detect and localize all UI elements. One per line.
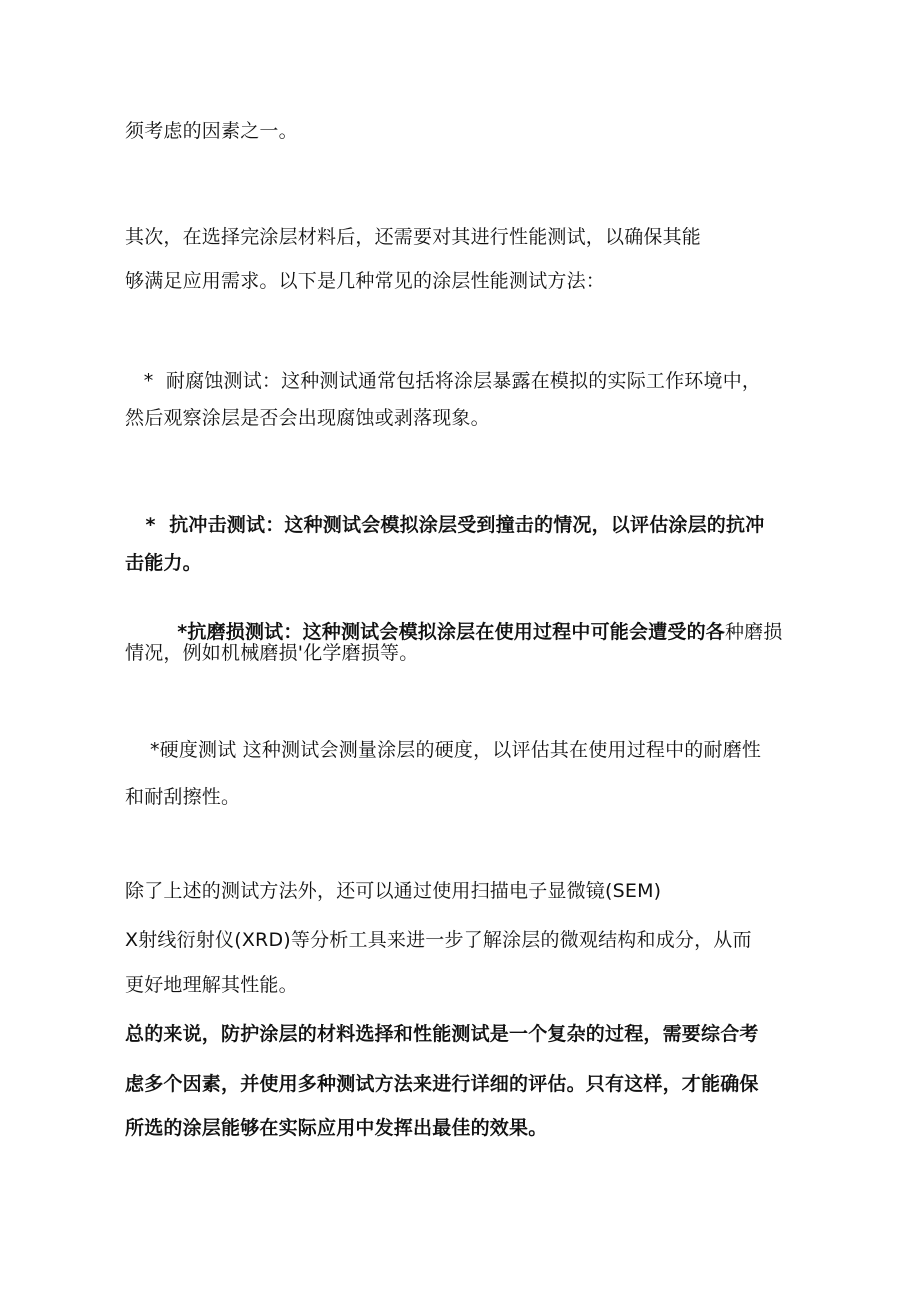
list-item-line: 击能力。	[125, 552, 202, 574]
paragraph-line: 除了上述的测试方法外，还可以通过使用扫描电子显微镜(SEM)	[125, 880, 662, 902]
list-item-line: 和耐刮擦性。	[125, 786, 241, 808]
list-item-line: * 耐腐蚀测试：这种测试通常包括将涂层暴露在模拟的实际工作环境中，	[125, 370, 762, 392]
paragraph-line: 须考虑的因素之一。	[125, 120, 298, 142]
list-item-text: 种磨损	[724, 621, 783, 643]
paragraph-line: 其次，在选择完涂层材料后，还需要对其进行性能测试，以确保其能	[125, 226, 702, 248]
paragraph-line: 更好地理解其性能。	[125, 974, 298, 996]
conclusion-line: 总的来说，防护涂层的材料选择和性能测试是一个复杂的过程，需要综合考	[125, 1023, 759, 1045]
list-item-line: 然后观察涂层是否会出现腐蚀或剥落现象。	[125, 407, 490, 429]
conclusion-line: 所选的涂层能够在实际应用中发挥出最佳的效果。	[125, 1117, 548, 1139]
list-item-line: 情况，例如机械磨损'化学磨损等。	[125, 642, 419, 664]
list-item-line: * 抗冲击测试：这种测试会模拟涂层受到撞击的情况，以评估涂层的抗冲	[125, 514, 765, 536]
list-item-line: *硬度测试 这种测试会测量涂层的硬度，以评估其在使用过程中的耐磨性	[125, 739, 762, 761]
paragraph-line: X射线衍射仪(XRD)等分析工具来进一步了解涂层的微观结构和成分，从而	[125, 929, 752, 951]
conclusion-line: 虑多个因素，并使用多种测试方法来进行详细的评估。只有这样，才能确保	[125, 1073, 759, 1095]
paragraph-line: 够满足应用需求。以下是几种常见的涂层性能测试方法：	[125, 270, 606, 292]
list-item-text-bold: *抗磨损测试：这种测试会模拟涂层在使用过程中可能会遭受的各	[149, 621, 725, 643]
